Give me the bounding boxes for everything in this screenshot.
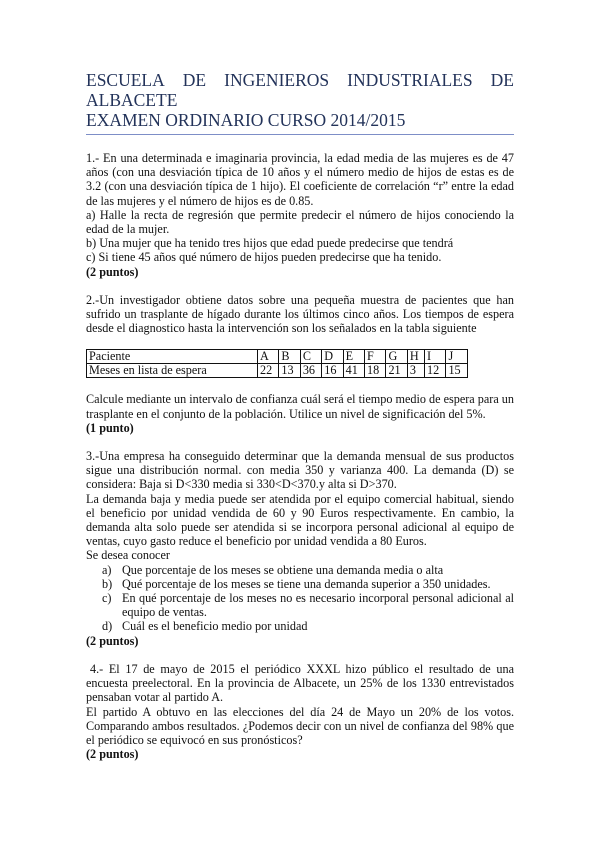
waiting-times-table xyxy=(86,349,468,378)
table-cell: 12 xyxy=(425,364,446,378)
table-cell: D xyxy=(322,350,343,364)
table-cell: 13 xyxy=(279,364,300,378)
table-header-cell: Meses en lista de espera xyxy=(87,364,258,378)
list-item-text: Cuál es el beneficio medio por unidad xyxy=(122,619,308,634)
table-cell: 21 xyxy=(386,364,407,378)
q3-lead: Se desea conocer xyxy=(86,548,170,563)
table-cell: H xyxy=(407,350,424,364)
table-cell: B xyxy=(279,350,300,364)
header-line-3: EXAMEN ORDINARIO CURSO 2014/2015 xyxy=(86,110,406,130)
header-word: DE xyxy=(490,70,514,90)
table-cell: F xyxy=(365,350,386,364)
list-item xyxy=(86,619,514,633)
table-header-cell: Paciente xyxy=(87,350,258,364)
table-row xyxy=(87,364,468,378)
table-row xyxy=(87,350,468,364)
list-item xyxy=(86,591,514,619)
list-marker: d) xyxy=(102,619,113,634)
question-1 xyxy=(86,151,514,279)
header-word: DE xyxy=(182,70,207,90)
table-cell: 22 xyxy=(258,364,279,378)
q3-parts-list xyxy=(86,563,514,634)
list-marker: c) xyxy=(102,591,112,606)
header-word: INDUSTRIALES xyxy=(347,70,473,90)
header-line-2: ALBACETE xyxy=(86,90,178,110)
table-cell: 3 xyxy=(407,364,424,378)
table-cell: C xyxy=(300,350,321,364)
q2-points: (1 punto) xyxy=(86,420,134,435)
list-marker: a) xyxy=(102,562,112,577)
q1-part-b: b) Una mujer que ha tenido tres hijos que edad puede predecirse que tendrá xyxy=(86,236,454,251)
exam-page xyxy=(86,70,514,761)
table-cell: I xyxy=(425,350,446,364)
question-2 xyxy=(86,293,514,435)
list-item-text: Que porcentaje de los meses se obtiene una demanda media o alta xyxy=(122,562,444,577)
table-cell: 36 xyxy=(300,364,321,378)
exam-header xyxy=(86,70,514,130)
list-marker: b) xyxy=(102,576,113,591)
q1-part-c: c) Si tiene 45 años qué número de hijos pueden predecirse que ha tenido. xyxy=(86,250,442,265)
list-item xyxy=(86,577,514,591)
table-cell: J xyxy=(446,350,468,364)
q4-paragraph-1: 4.- El 17 de mayo de 2015 el periódico XXXL hizo público el resultado de una encuesta preelectoral. En la provincia de Albacete, un 25% de los 1330 entrevistados pensaban votar al partido A. xyxy=(86,661,514,705)
table-cell: 16 xyxy=(322,364,343,378)
header-word: ESCUELA xyxy=(86,70,165,90)
q4-points: (2 puntos) xyxy=(86,747,139,762)
q3-intro: 3.-Una empresa ha conseguido determinar que la demanda mensual de sus productos sigue una distribución normal. con media 350 y varianza 400. La demanda (D) se considera: Baja si D<330 media si 330<D<370.y alta si D>370. xyxy=(86,449,514,492)
q1-statement: 1.- En una determinada e imaginaria provincia, la edad media de las mujeres es de 47 años (con una desviación típica de 10 años y el número medio de hijos de estas es de 3.2 (con una desviación típica de 1 hijo). El coeficiente de correlación “r” entre la edad de las mujeres y el número de hijos es de 0.85. xyxy=(86,151,514,208)
list-item xyxy=(86,563,514,577)
header-line-1 xyxy=(86,70,514,90)
list-item-text: Qué porcentaje de los meses se tiene una demanda superior a 350 unidades. xyxy=(122,576,491,591)
q2-intro: 2.-Un investigador obtiene datos sobre una pequeña muestra de pacientes que han sufrido un trasplante de hígado durante los últimos cinco años. Los tiempos de espera desde el diagnostico hasta la intervención son los señalados en la tabla siguiente xyxy=(86,292,514,336)
table-cell: 41 xyxy=(343,364,364,378)
table-cell: A xyxy=(258,350,279,364)
table-cell: 18 xyxy=(365,364,386,378)
q1-points: (2 puntos) xyxy=(86,264,139,279)
list-item-text: En qué porcentaje de los meses no es necesario incorporal personal adicional al equipo de ventas. xyxy=(122,591,514,620)
table-cell: G xyxy=(386,350,407,364)
question-3 xyxy=(86,449,514,648)
q3-paragraph: La demanda baja y media puede ser atendida por el equipo comercial habitual, siendo el beneficio por unidad vendida de 60 y 90 Euros respectivamente. En cambio, la demanda alta solo puede ser atendida si se incorpora personal adicional al equipo de ventas, cuyo gasto reduce el beneficio por unidad vendida a 80 Euros. xyxy=(86,491,514,549)
q2-question: Calcule mediante un intervalo de confianza cuál será el tiempo medio de espera para un trasplante en el conjunto de la población. Utilice un nivel de significación del 5%. xyxy=(86,392,514,421)
table-cell: 15 xyxy=(446,364,468,378)
q3-points: (2 puntos) xyxy=(86,633,139,648)
table-cell: E xyxy=(343,350,364,364)
question-4 xyxy=(86,662,514,761)
q1-part-a: a) Halle la recta de regresión que permite predecir el número de hijos conociendo la edad de la mujer. xyxy=(86,207,514,237)
q4-paragraph-2: El partido A obtuvo en las elecciones del día 24 de Mayo un 20% de los votos. Comparando ambos resultados. ¿Podemos decir con un nivel de confianza del 98% que el periódico se equivocó en sus pronósticos? xyxy=(86,704,514,747)
header-word: INGENIEROS xyxy=(224,70,330,90)
